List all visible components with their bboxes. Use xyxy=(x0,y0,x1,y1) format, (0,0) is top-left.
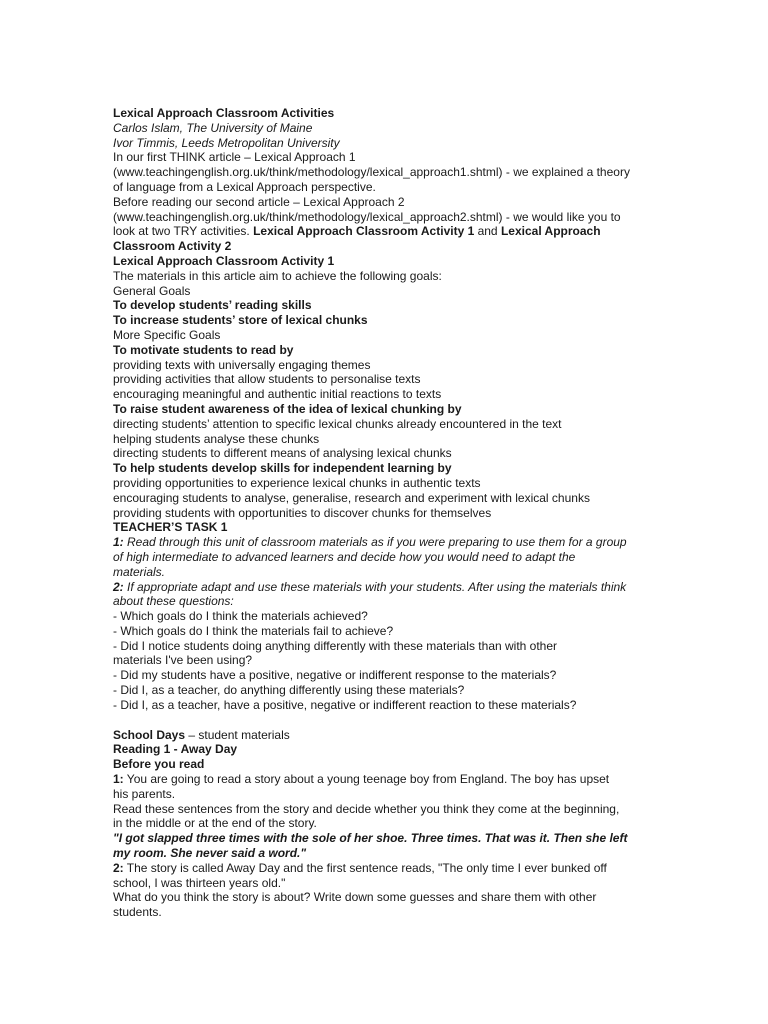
independent-item: providing students with opportunities to discover chunks for themselves xyxy=(113,505,492,520)
task-1-number: 1: xyxy=(113,535,124,550)
activity-heading: Lexical Approach Classroom Activity 1 xyxy=(113,253,335,268)
step-2-line-4: students. xyxy=(113,905,162,920)
task-2-line-2: about these questions: xyxy=(113,594,234,609)
intro-line-4: Before reading our second article – Lexical Approach 2 xyxy=(113,194,405,209)
school-days-bold: School Days xyxy=(113,727,186,742)
intro-text: look at two TRY activities. xyxy=(113,224,254,239)
task-1-line-3: materials. xyxy=(113,564,166,579)
general-goal: To increase students’ store of lexical chunks xyxy=(113,313,368,328)
specific-goals-label: More Specific Goals xyxy=(113,327,221,342)
step-2-line-3: What do you think the story is about? Write down some guesses and share them with other xyxy=(113,890,597,905)
before-you-read: Before you read xyxy=(113,757,205,772)
reflection-question: - Which goals do I think the materials fail to achieve? xyxy=(113,623,394,638)
task-2-line-1 xyxy=(113,580,678,595)
independent-item: encouraging students to analyse, generalise, research and experiment with lexical chunks xyxy=(113,490,590,505)
reflection-question: - Which goals do I think the materials achieved? xyxy=(113,609,368,624)
activity-2-link-part: Lexical Approach xyxy=(500,224,601,239)
awareness-item: directing students to different means of analysing lexical chunks xyxy=(113,446,452,461)
quote-line-1: "I got slapped three times with the sole of her shoe. Three times. That was it. Then she left xyxy=(113,831,628,846)
goals-intro: The materials in this article aim to achieve the following goals: xyxy=(113,268,442,283)
task-1-line-2: of high intermediate to advanced learners and decide how you would need to adapt the xyxy=(113,549,576,564)
activity-1-link: Lexical Approach Classroom Activity 1 xyxy=(253,224,475,239)
step-1-text: You are going to read a story about a young teenage boy from England. The boy has upset xyxy=(123,772,610,787)
step-1-line-3: Read these sentences from the story and decide whether you think they come at the beginning, xyxy=(113,801,620,816)
task-2-number: 2: xyxy=(113,579,124,594)
reflection-question: - Did I, as a teacher, do anything differently using these materials? xyxy=(113,683,465,698)
motivate-item: encouraging meaningful and authentic initial reactions to texts xyxy=(113,387,442,402)
step-2-line-2: school, I was thirteen years old." xyxy=(113,875,286,890)
document-title: Lexical Approach Classroom Activities xyxy=(113,106,335,120)
author-2: Ivor Timmis, Leeds Metropolitan University xyxy=(113,135,340,150)
reflection-question: - Did my students have a positive, negative or indifferent response to the materials? xyxy=(113,668,557,683)
task-1-line-1 xyxy=(113,535,678,550)
motivate-item: providing activities that allow students to personalise texts xyxy=(113,372,421,387)
intro-and: and xyxy=(474,224,501,239)
general-goal: To develop students’ reading skills xyxy=(113,298,312,313)
step-2-number: 2: xyxy=(113,860,124,875)
reflection-question: - Did I notice students doing anything differently with these materials than with other xyxy=(113,638,558,653)
author-1: Carlos Islam, The University of Maine xyxy=(113,120,313,135)
independent-item: providing opportunities to experience lexical chunks in authentic texts xyxy=(113,475,481,490)
step-1-line-2: his parents. xyxy=(113,786,176,801)
step-1-line-4: in the middle or at the end of the story. xyxy=(113,816,317,831)
step-1-line-1 xyxy=(113,772,678,787)
teachers-task-heading: TEACHER’S TASK 1 xyxy=(113,520,228,535)
section-gap xyxy=(113,713,678,728)
reflection-question: - Did I, as a teacher, have a positive, negative or indifferent reaction to these materials? xyxy=(113,697,577,712)
awareness-heading: To raise student awareness of the idea of lexical chunking by xyxy=(113,401,462,416)
intro-line-7: Classroom Activity 2 xyxy=(113,239,232,254)
intro-line-6 xyxy=(113,224,678,239)
reading-title: Reading 1 - Away Day xyxy=(113,742,238,757)
awareness-item: helping students analyse these chunks xyxy=(113,431,320,446)
motivate-item: providing texts with universally engaging themes xyxy=(113,357,371,372)
step-2-line-1 xyxy=(113,861,678,876)
reflection-question: materials I've been using? xyxy=(113,653,253,668)
task-2-text: If appropriate adapt and use these materials with your students. After using the materials think xyxy=(123,579,627,594)
intro-line-2: (www.teachingenglish.org.uk/think/methodology/lexical_approach1.shtml) - we explained a theory xyxy=(113,165,630,180)
step-1-number: 1: xyxy=(113,772,124,787)
awareness-item: directing students’ attention to specific lexical chunks already encountered in the text xyxy=(113,416,562,431)
intro-line-1: In our first THINK article – Lexical Approach 1 xyxy=(113,150,356,165)
motivate-heading: To motivate students to read by xyxy=(113,342,294,357)
step-2-text: The story is called Away Day and the first sentence reads, "The only time I ever bunked off xyxy=(123,860,607,875)
school-days-rest: – student materials xyxy=(185,727,290,742)
task-1-text: Read through this unit of classroom materials as if you were preparing to use them for a group xyxy=(123,535,627,550)
intro-line-5: (www.teachingenglish.org.uk/think/methodology/lexical_approach2.shtml) - we would like you to xyxy=(113,209,621,224)
quote-line-2: my room. She never said a word." xyxy=(113,846,307,861)
general-goals-label: General Goals xyxy=(113,283,191,298)
school-days-title xyxy=(113,728,678,743)
intro-line-3: of language from a Lexical Approach perspective. xyxy=(113,179,376,194)
independent-heading: To help students develop skills for independent learning by xyxy=(113,461,452,476)
